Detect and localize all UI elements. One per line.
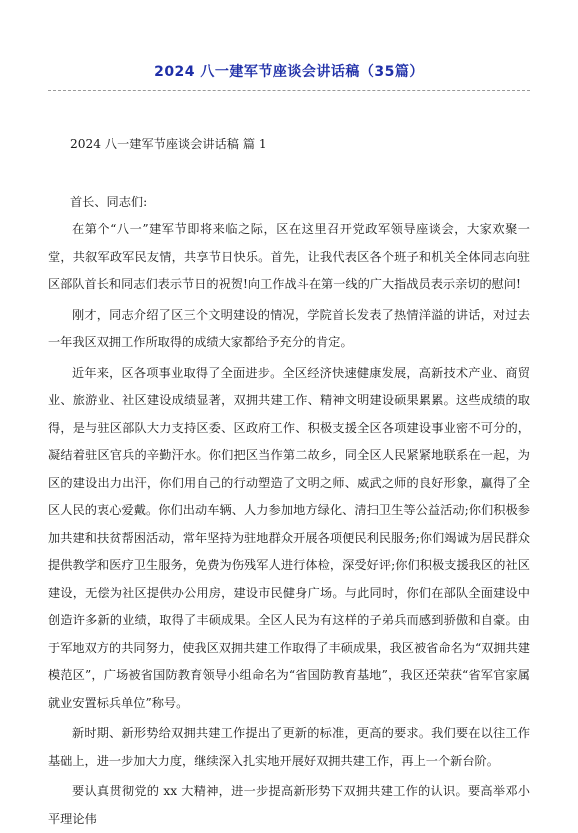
- paragraph-2: 刚才，同志介绍了区三个文明建设的情况，学院首长发表了热情洋溢的讲话，对过去一年我区双拥工作所取得的成绩大家都给予充分的肯定。: [48, 307, 530, 349]
- paragraph-1: 在第个“八一”建军节即将来临之际，区在这里召开党政军领导座谈会，大家欢聚一堂，共叙军政军民友情，共享节日快乐。首先，让我代表区各个班子和机关全体同志向驻区部队首长和同志们表示节日的祝贺!向工作战斗在第一线的广大指战员表示亲切的慰问!: [48, 222, 530, 291]
- paragraph-5: 要认真贯彻党的 xx 大精神，进一步提高新形势下双拥共建工作的认识。要高举邓小平理论伟: [48, 784, 530, 826]
- title-divider: [48, 90, 530, 91]
- article-body: [48, 133, 530, 833]
- document-title: 2024 八一建军节座谈会讲话稿（35篇）: [154, 64, 424, 80]
- paragraph-4: 新时期、新形势给双拥共建工作提出了更新的标准，更高的要求。我们要在以往工作基础上，进一步加大力度，继续深入扎实地开展好双拥共建工作，再上一个新台阶。: [48, 726, 530, 768]
- paragraph-3: 近年来，区各项事业取得了全面进步。全区经济快速健康发展，高新技术产业、商贸业、旅游业、社区建设成绩显著，双拥共建工作、精神文明建设硕果累累。这些成绩的取得，是与驻区部队大力支持区委、区政府工作、积极支援全区各项建设事业密不可分的，凝结着驻区官兵的辛勤汗水。你们把区当作第二故乡，同全区人民紧紧地联系在一起，为区的建设出力出汗，你们用自己的行动塑造了文明之师、威武之师的良好形象，赢得了全区人民的衷心爱戴。你们出动车辆、人力参加地方绿化、清扫卫生等公益活动;你们积极参加共建和扶贫帮困活动，常年坚持为驻地群众开展各项便民利民服务;你们竭诚为居民群众提供教学和医疗卫生服务，免费为伤残军人进行体检，深受好评;你们积极支援我区的社区建设，无偿为社区提供办公用房，建设市民健身广场。与此同时，你们在部队全面建设中创造许多新的业绩，取得了丰硕成果。全区人民为有这样的子弟兵而感到骄傲和自豪。由于军地双方的共同努力，使我区双拥共建工作取得了丰硕成果，我区被省命名为“双拥共建模范区”，广场被省国防教育领导小组命名为“省国防教育基地”，我区还荣获“省军官家属就业安置标兵单位”称号。: [48, 365, 530, 710]
- section-heading: 2024 八一建军节座谈会讲话稿 篇 1: [70, 137, 267, 151]
- salutation: 首长、同志们:: [70, 194, 148, 209]
